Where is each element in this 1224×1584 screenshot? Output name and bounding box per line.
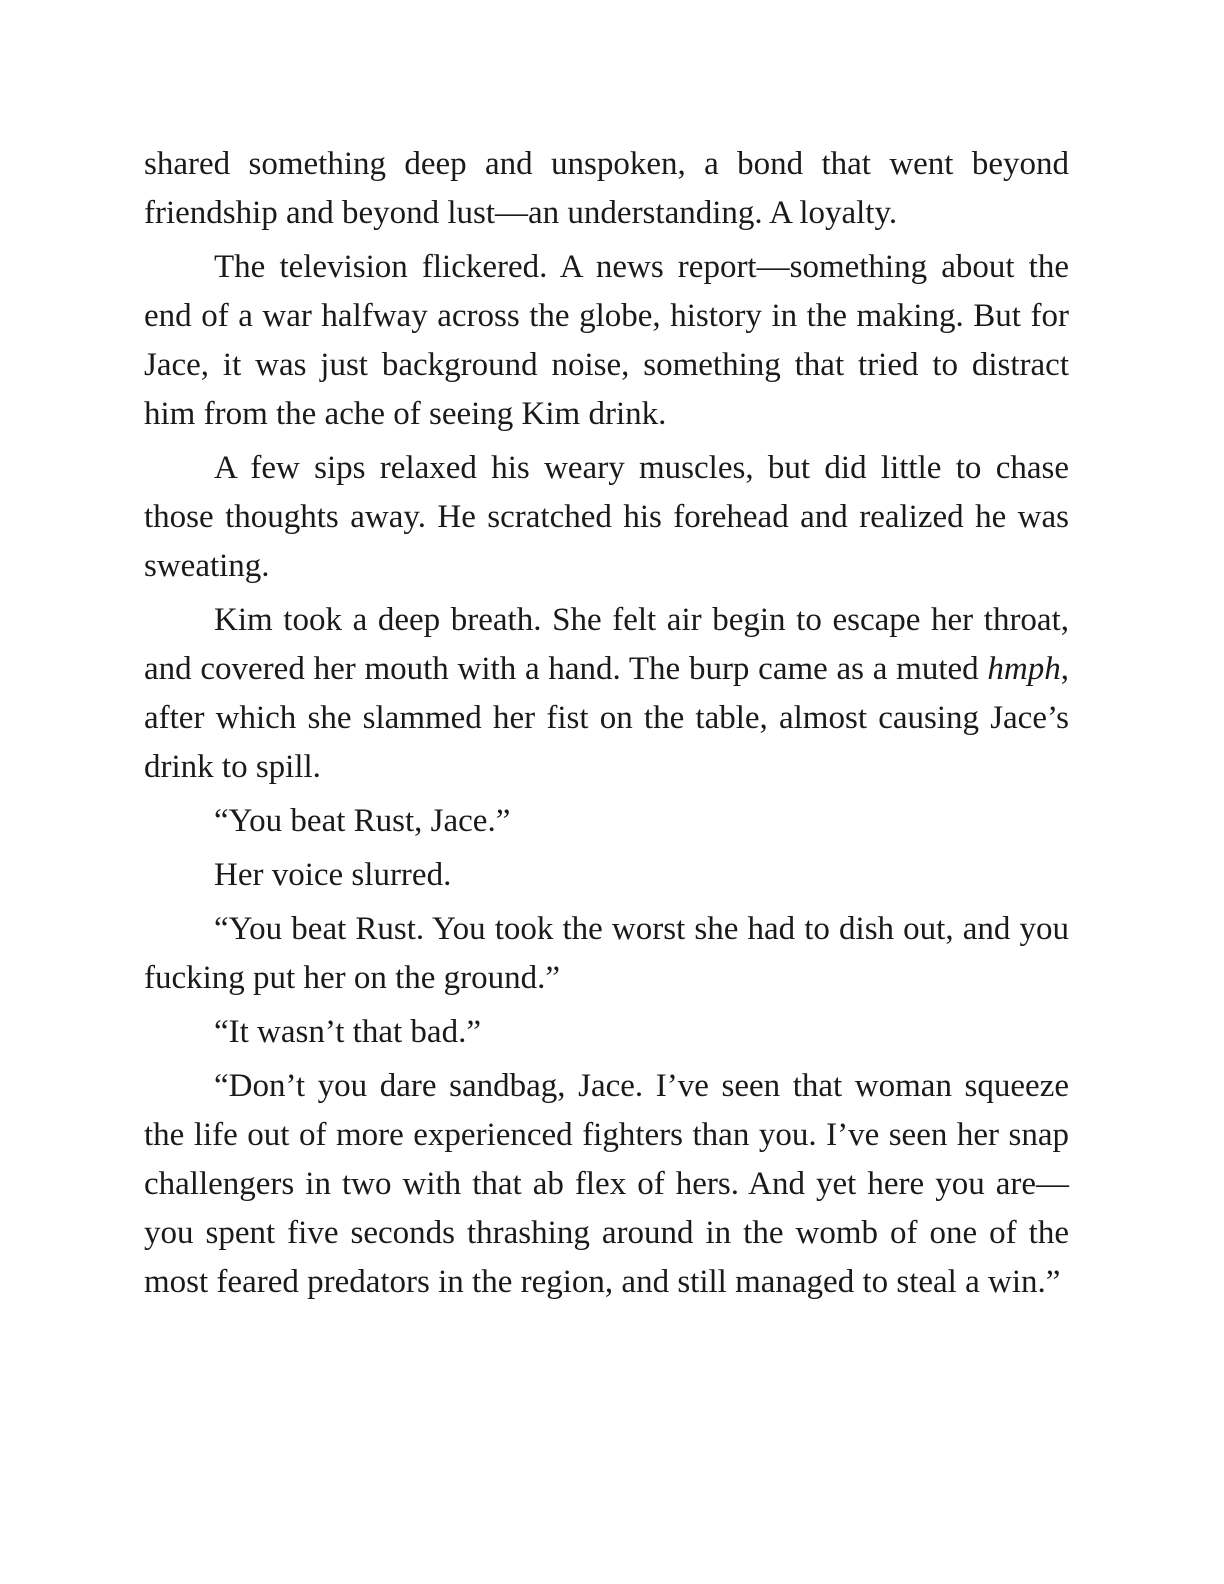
dialogue-line (144, 1008, 1069, 1057)
book-page-body (144, 140, 1069, 1312)
dialogue-line (144, 1062, 1069, 1307)
paragraph-text: “You beat Rust. You took the worst she had to dish out, and you fucking put her on the ground.” (144, 911, 1069, 996)
paragraph-text: , after which she slammed her fist on the table, almost causing Jace’s drink to spill. (144, 651, 1069, 785)
paragraph-text: The television flickered. A news report—something about the end of a war halfway across the globe, history in the making. But for Jace, it was just background noise, something that tried to distract him from the ache of seeing Kim drink. (144, 249, 1069, 432)
paragraph (144, 444, 1069, 591)
paragraph-text: shared something deep and unspoken, a bond that went beyond friendship and beyond lust—an understanding. A loyalty. (144, 146, 1069, 231)
paragraph (144, 243, 1069, 439)
paragraph-text: “Don’t you dare sandbag, Jace. I’ve seen that woman squeeze the life out of more experienced fighters than you. I’ve seen her snap challengers in two with that ab flex of hers. And yet here you are—you spent five seconds thrashing around in the womb of one of the most feared predators in the region, and still managed to steal a win.” (144, 1068, 1069, 1300)
dialogue-line (144, 905, 1069, 1003)
paragraph-text: Kim took a deep breath. She felt air begin to escape her throat, and covered her mouth with a hand. The burp came as a muted (144, 602, 1069, 687)
paragraph (144, 596, 1069, 792)
paragraph-text: Her voice slurred. (214, 857, 452, 893)
paragraph-text: “You beat Rust, Jace.” (214, 803, 511, 839)
dialogue-line (144, 797, 1069, 846)
paragraph-text: A few sips relaxed his weary muscles, but did little to chase those thoughts away. He scratched his forehead and realized he was sweating. (144, 450, 1069, 584)
paragraph (144, 851, 1069, 900)
italic-text: hmph (987, 651, 1061, 687)
paragraph-continued (144, 140, 1069, 238)
paragraph-text: “It wasn’t that bad.” (214, 1014, 481, 1050)
